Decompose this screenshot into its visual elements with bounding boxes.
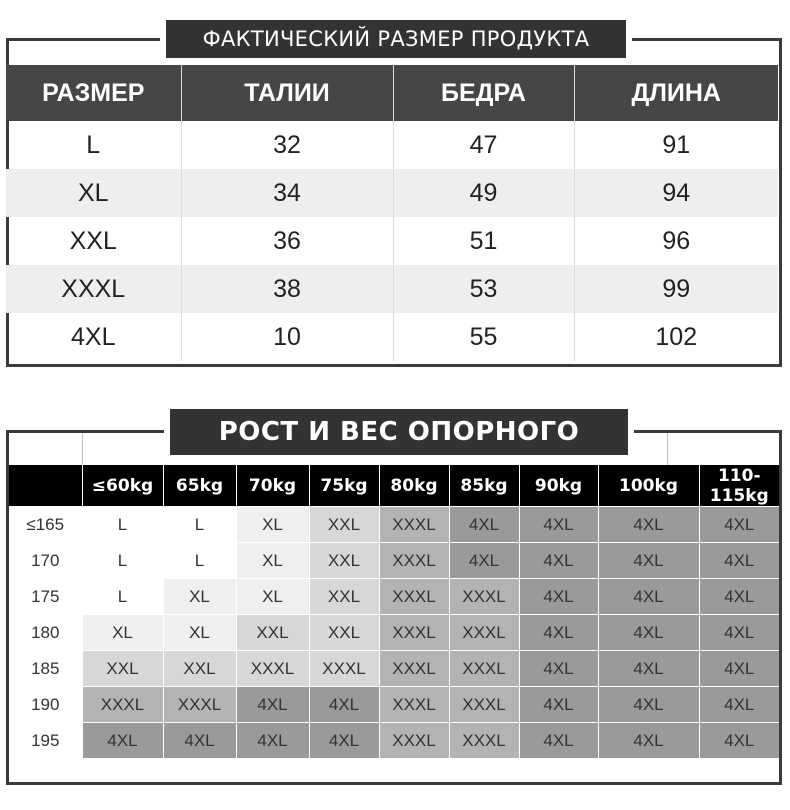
size-row [6, 265, 778, 313]
recommended-size-cell: 4XL [699, 687, 779, 723]
recommended-size-cell: 4XL [236, 723, 309, 759]
recommended-size-cell: 4XL [236, 687, 309, 723]
recommended-size-cell: XL [236, 543, 309, 579]
recommended-size-cell: 4XL [309, 687, 379, 723]
height-row [9, 543, 779, 579]
weight-header-cell: 80kg [379, 465, 449, 507]
length-cell: 96 [574, 217, 778, 265]
weight-header-cell: 70kg [236, 465, 309, 507]
height-label: ≤165 [9, 507, 82, 543]
recommended-size-cell: XL [82, 615, 163, 651]
weight-header-cell: 110-115kg [699, 465, 779, 507]
height-label: 175 [9, 579, 82, 615]
actual-size-table [6, 65, 778, 361]
recommended-size-cell: XL [236, 579, 309, 615]
weight-header-cell: ≤60kg [82, 465, 163, 507]
length-cell: 91 [574, 121, 778, 169]
recommended-size-cell: 4XL [699, 543, 779, 579]
recommended-size-cell: XXL [309, 543, 379, 579]
recommended-size-cell: 4XL [598, 579, 699, 615]
recommended-size-cell: XXXL [236, 651, 309, 687]
recommended-size-cell: XXL [309, 615, 379, 651]
weight-header-cell: 85kg [449, 465, 519, 507]
waist-cell: 38 [181, 265, 393, 313]
header-waist: ТАЛИИ [181, 65, 393, 121]
recommended-size-cell: XXL [309, 579, 379, 615]
size-cell: XXL [69, 226, 117, 255]
length-cell: 99 [574, 265, 778, 313]
recommended-size-cell: 4XL [309, 723, 379, 759]
recommended-size-cell: XXXL [379, 543, 449, 579]
size-cell: XL [6, 169, 181, 217]
waist-cell: 34 [181, 169, 393, 217]
recommended-size-cell: 4XL [519, 543, 598, 579]
height-label: 170 [9, 543, 82, 579]
height-row [9, 687, 779, 723]
height-row [9, 723, 779, 759]
weight-header-cell: 90kg [519, 465, 598, 507]
height-label: 195 [9, 723, 82, 759]
hips-cell: 53 [393, 265, 574, 313]
recommended-size-cell: 4XL [598, 723, 699, 759]
reference-table [9, 465, 779, 758]
header-size: РАЗМЕР [6, 65, 181, 121]
recommended-size-cell: XXXL [379, 579, 449, 615]
height-label: 190 [9, 687, 82, 723]
recommended-size-cell: L [163, 507, 236, 543]
recommended-size-cell: XXL [82, 651, 163, 687]
size-cell: XXXL [6, 265, 181, 313]
size-row [6, 169, 778, 217]
reference-body [9, 507, 779, 759]
recommended-size-cell: XXXL [449, 687, 519, 723]
recommended-size-cell: 4XL [519, 723, 598, 759]
hips-cell: 47 [393, 121, 574, 169]
recommended-size-cell: XXXL [449, 579, 519, 615]
actual-size-title: ФАКТИЧЕСКИЙ РАЗМЕР ПРОДУКТА [160, 20, 632, 58]
recommended-size-cell: 4XL [519, 651, 598, 687]
recommended-size-cell: XXXL [379, 651, 449, 687]
recommended-size-cell: L [82, 543, 163, 579]
recommended-size-cell: XXXL [379, 687, 449, 723]
weight-header-cell: 65kg [163, 465, 236, 507]
recommended-size-cell: 4XL [598, 507, 699, 543]
weight-header-cell: 75kg [309, 465, 379, 507]
recommended-size-cell: XXXL [449, 651, 519, 687]
recommended-size-cell: L [163, 543, 236, 579]
column-divider [82, 433, 83, 465]
height-row [9, 651, 779, 687]
recommended-size-cell: 4XL [519, 687, 598, 723]
hips-cell: 51 [393, 217, 574, 265]
recommended-size-cell: 4XL [699, 723, 779, 759]
recommended-size-cell: XXXL [309, 651, 379, 687]
recommended-size-cell: 4XL [598, 543, 699, 579]
recommended-size-cell: XXL [309, 507, 379, 543]
column-divider [667, 433, 668, 465]
recommended-size-cell: 4XL [449, 543, 519, 579]
recommended-size-cell: XXL [236, 615, 309, 651]
height-label: 185 [9, 651, 82, 687]
recommended-size-cell: XXXL [379, 723, 449, 759]
recommended-size-cell: XXXL [449, 615, 519, 651]
header-hips: БЕДРА [393, 65, 574, 121]
recommended-size-cell: 4XL [699, 651, 779, 687]
recommended-size-cell: 4XL [699, 507, 779, 543]
recommended-size-cell: XXXL [379, 507, 449, 543]
recommended-size-cell: 4XL [699, 579, 779, 615]
weight-header-cell: 100kg [598, 465, 699, 507]
recommended-size-cell: XXXL [379, 615, 449, 651]
actual-size-body [6, 121, 778, 361]
recommended-size-cell: 4XL [449, 507, 519, 543]
weight-header-row [9, 465, 779, 507]
recommended-size-cell: 4XL [519, 579, 598, 615]
header-length: ДЛИНА [574, 65, 778, 121]
height-row [9, 579, 779, 615]
length-cell: 94 [574, 169, 778, 217]
height-row [9, 615, 779, 651]
height-label: 180 [9, 615, 82, 651]
recommended-size-cell: XXXL [449, 723, 519, 759]
recommended-size-cell: XL [236, 507, 309, 543]
corner-cell [9, 465, 82, 507]
recommended-size-cell: L [82, 507, 163, 543]
recommended-size-cell: 4XL [519, 507, 598, 543]
recommended-size-cell: XXXL [82, 687, 163, 723]
reference-title: РОСТ И ВЕС ОПОРНОГО [164, 409, 634, 455]
recommended-size-cell: 4XL [82, 723, 163, 759]
recommended-size-cell: XL [163, 579, 236, 615]
recommended-size-cell: 4XL [598, 687, 699, 723]
waist-cell: 36 [181, 217, 393, 265]
actual-size-header-row [6, 65, 778, 121]
size-row [6, 313, 778, 361]
length-cell: 102 [574, 313, 778, 361]
recommended-size-cell: 4XL [598, 651, 699, 687]
recommended-size-cell: 4XL [699, 615, 779, 651]
size-row [6, 217, 778, 265]
size-cell: 4XL [71, 322, 116, 351]
recommended-size-cell: XL [163, 615, 236, 651]
recommended-size-cell: XXXL [163, 687, 236, 723]
hips-cell: 55 [393, 313, 574, 361]
waist-cell: 32 [181, 121, 393, 169]
recommended-size-cell: XXL [163, 651, 236, 687]
size-row [6, 121, 778, 169]
recommended-size-cell: L [82, 579, 163, 615]
hips-cell: 49 [393, 169, 574, 217]
recommended-size-cell: 4XL [163, 723, 236, 759]
recommended-size-cell: 4XL [519, 615, 598, 651]
recommended-size-cell: 4XL [598, 615, 699, 651]
waist-cell: 10 [181, 313, 393, 361]
height-row [9, 507, 779, 543]
size-cell: L [86, 130, 101, 159]
